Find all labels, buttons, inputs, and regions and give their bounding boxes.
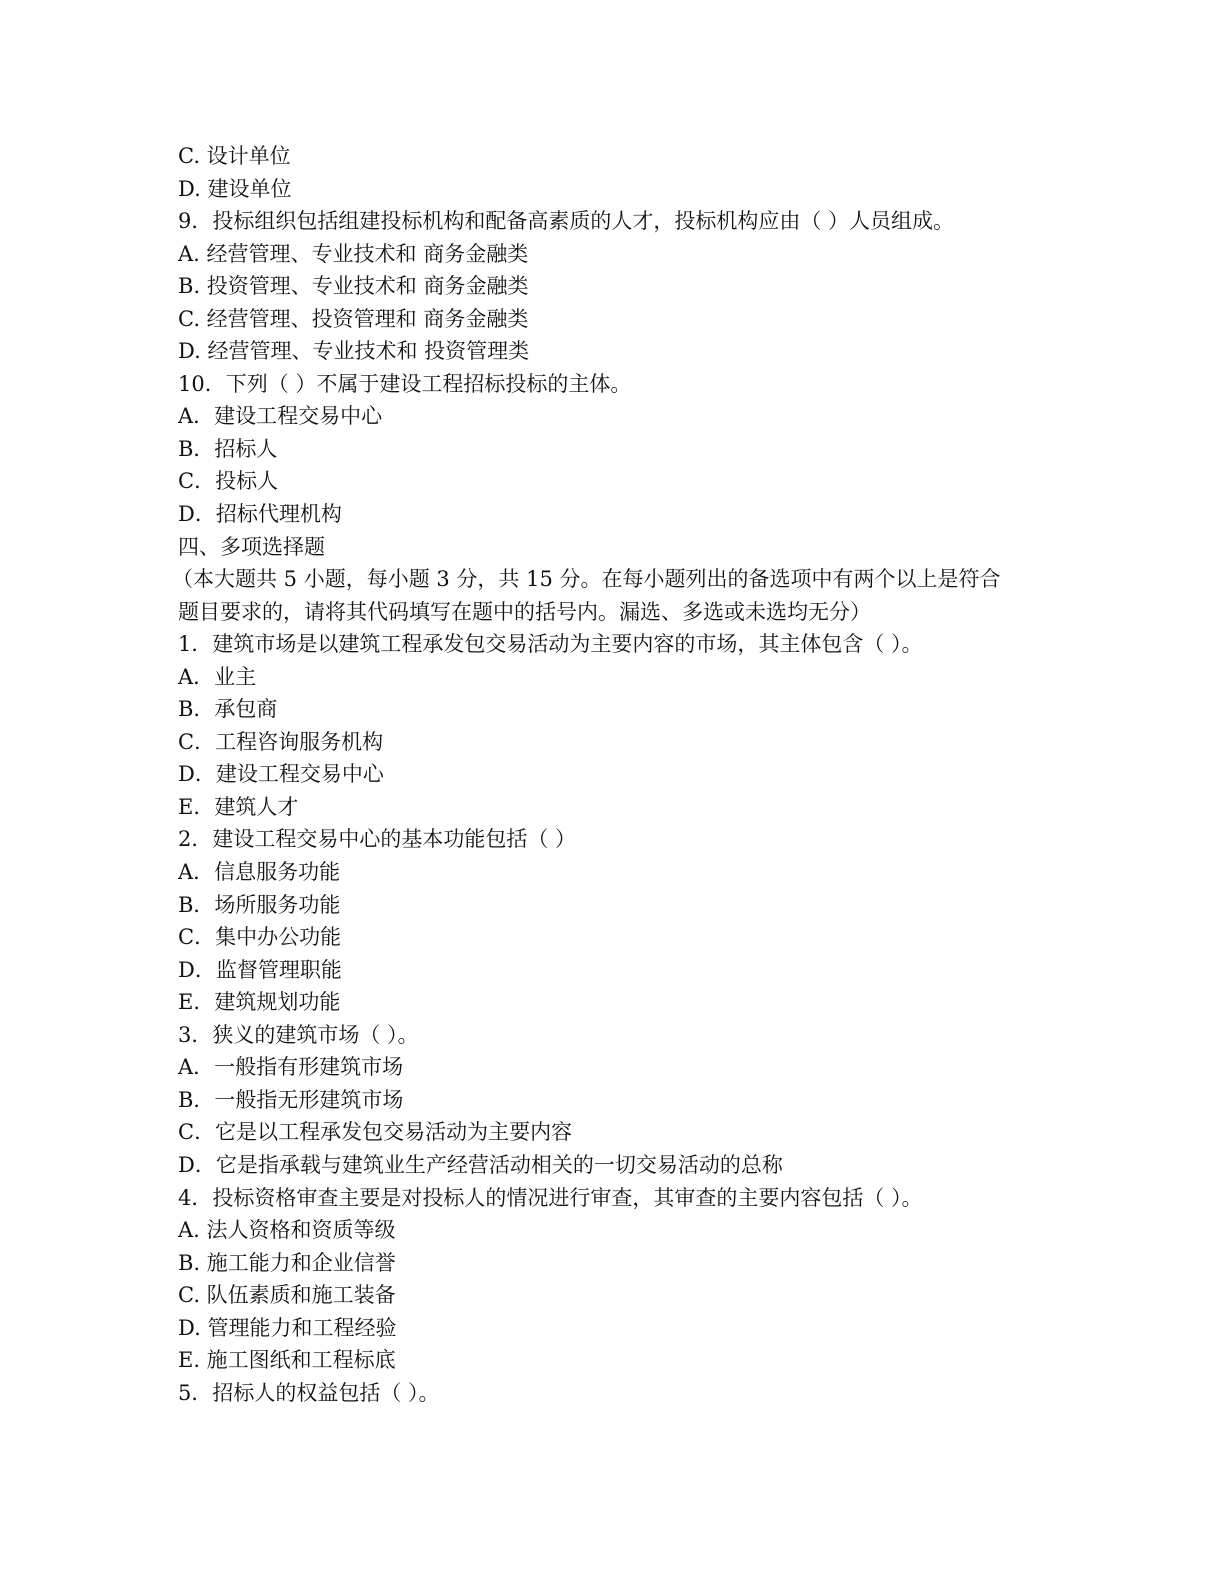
- option-line: D．招标代理机构: [178, 502, 342, 527]
- section-instructions-continued: 题目要求的，请将其代码填写在题中的括号内。漏选、多选或未选均无分）: [178, 599, 871, 624]
- option-line: C. 经营管理、投资管理和 商务金融类: [178, 306, 529, 331]
- option-line: E．建筑规划功能: [178, 990, 341, 1015]
- option-line: D．建设工程交易中心: [178, 762, 384, 787]
- option-line: C．工程咨询服务机构: [178, 729, 384, 754]
- question-line: 3．狭义的建筑市场（ ）。: [178, 1022, 419, 1047]
- option-line: A．一般指有形建筑市场: [178, 1055, 404, 1080]
- option-line: E．建筑人才: [178, 794, 299, 819]
- option-line: B. 投资管理、专业技术和 商务金融类: [178, 274, 529, 299]
- option-line: D. 管理能力和工程经验: [178, 1315, 397, 1340]
- option-line: A. 经营管理、专业技术和 商务金融类: [178, 241, 529, 266]
- question-line: 4．投标资格审查主要是对投标人的情况进行审查，其审查的主要内容包括（ ）。: [178, 1185, 923, 1210]
- option-line: C. 设计单位: [178, 144, 291, 168]
- option-line: B．招标人: [178, 436, 278, 461]
- option-line: A. 法人资格和资质等级: [178, 1218, 396, 1243]
- option-line: B．场所服务功能: [178, 892, 341, 917]
- option-line: B. 施工能力和企业信誉: [178, 1250, 396, 1275]
- option-line: B．一般指无形建筑市场: [178, 1087, 404, 1112]
- question-line: 5．招标人的权益包括（ ）。: [178, 1380, 440, 1405]
- question-line: 10．下列（ ）不属于建设工程招标投标的主体。: [178, 371, 632, 396]
- section-heading: 四、多项选择题: [178, 534, 325, 559]
- section-instructions: （本大题共 5 小题，每小题 3 分，共 15 分。在每小题列出的备选项中有两个以上是符合: [172, 567, 1001, 592]
- option-line: C. 队伍素质和施工装备: [178, 1283, 396, 1308]
- option-line: A．建设工程交易中心: [178, 404, 383, 429]
- option-line: D. 经营管理、专业技术和 投资管理类: [178, 339, 530, 364]
- option-line: B．承包商: [178, 697, 278, 722]
- option-line: C．它是以工程承发包交易活动为主要内容: [178, 1120, 573, 1145]
- option-line: D．监督管理职能: [178, 957, 342, 982]
- question-line: 9．投标组织包括组建投标机构和配备高素质的人才，投标机构应由（ ）人员组成。: [178, 209, 955, 234]
- question-line: 1．建筑市场是以建筑工程承发包交易活动为主要内容的市场，其主体包含（ ）。: [178, 632, 923, 657]
- option-line: C．投标人: [178, 469, 279, 494]
- option-line: A．信息服务功能: [178, 860, 341, 885]
- option-line: D．它是指承载与建筑业生产经营活动相关的一切交易活动的总称: [178, 1152, 783, 1177]
- question-line: 2．建设工程交易中心的基本功能包括（ ）: [178, 827, 577, 852]
- option-line: E. 施工图纸和工程标底: [178, 1348, 396, 1373]
- option-line: A．业主: [178, 664, 257, 689]
- option-line: D. 建设单位: [178, 176, 292, 201]
- document-body: [172, 140, 1038, 1409]
- option-line: C．集中办公功能: [178, 925, 342, 950]
